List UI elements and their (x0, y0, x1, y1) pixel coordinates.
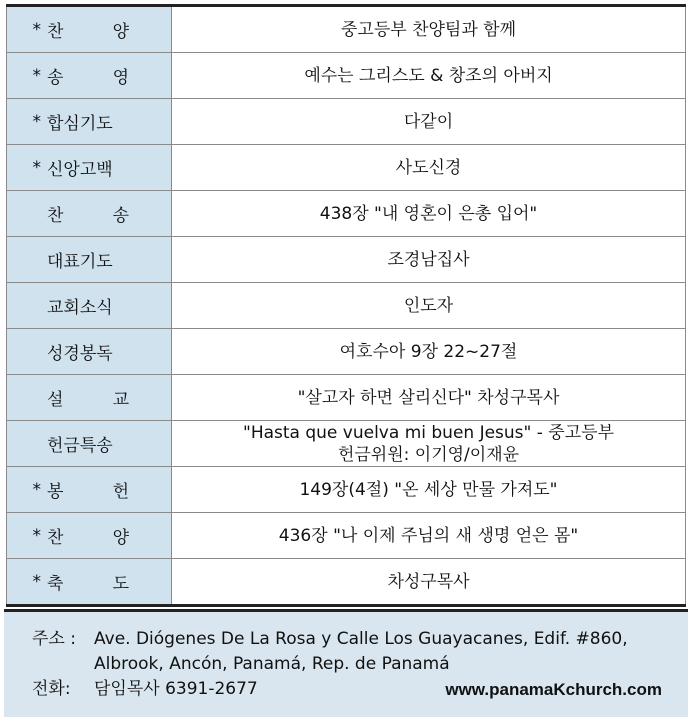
order-label-cell (7, 53, 172, 99)
order-label-cell (7, 99, 172, 145)
order-label-wrap (7, 513, 171, 558)
order-label-char: 찬 (47, 528, 64, 548)
order-label-wrap (7, 559, 171, 604)
worship-order-table (6, 4, 686, 607)
order-label-wrap (7, 53, 171, 98)
order-label-wrap (7, 145, 171, 190)
order-content-line: 차성구목사 (387, 571, 470, 592)
order-label (47, 569, 129, 594)
order-row (7, 283, 686, 329)
order-label: 헌금특송 (47, 436, 113, 456)
order-content-cell (172, 6, 686, 53)
order-content-cell (172, 283, 686, 329)
order-label-cell (7, 283, 172, 329)
order-content-cell (172, 513, 686, 559)
order-content-line: 여호수아 9장 22~27절 (339, 341, 518, 362)
order-label: 합심기도 (47, 114, 113, 134)
order-content-line: 149장(4절) "온 세상 만물 가져도" (299, 479, 558, 500)
phone-value: 담임목사 6391-2677 (94, 679, 258, 699)
order-label (47, 477, 129, 502)
order-label-char: 양 (112, 22, 129, 42)
order-label-cell (7, 145, 172, 191)
order-label-wrap (7, 7, 171, 52)
order-row (7, 53, 686, 99)
order-label-char: 송 (47, 68, 64, 88)
address-line-1: Ave. Diógenes De La Rosa y Calle Los Guayacanes, Edif. #860, (94, 629, 628, 649)
order-label-char: 영 (112, 68, 129, 88)
order-content-cell (172, 467, 686, 513)
worship-order-body (7, 6, 686, 606)
standing-marker: * (32, 65, 41, 86)
order-content-cell (172, 421, 686, 467)
standing-marker: * (32, 525, 41, 546)
order-row (7, 421, 686, 467)
order-row (7, 145, 686, 191)
standing-marker: * (32, 157, 41, 178)
order-content-line: 다같이 (403, 111, 454, 132)
order-label-char: 찬 (47, 206, 64, 226)
standing-marker: * (32, 479, 41, 500)
order-label: 성경봉독 (47, 344, 113, 364)
standing-marker: * (32, 19, 41, 40)
order-label-char: 설 (47, 390, 64, 410)
order-content-cell (172, 559, 686, 606)
order-label-cell (7, 237, 172, 283)
church-info-footer (4, 609, 688, 717)
order-row (7, 559, 686, 606)
order-label-wrap (7, 329, 171, 374)
order-label-wrap (7, 283, 171, 328)
contact-row (32, 677, 662, 702)
order-label-char: 봉 (47, 482, 64, 502)
phone-group (32, 677, 258, 702)
order-label-char: 교 (112, 390, 129, 410)
order-label (47, 201, 129, 226)
order-label: 신앙고백 (47, 160, 113, 180)
order-content-line: "Hasta que vuelva mi buen Jesus" - 중고등부 (243, 422, 614, 443)
order-content-cell (172, 99, 686, 145)
address-line-2: Albrook, Ancón, Panamá, Rep. de Panamá (94, 654, 450, 674)
order-content-line: "살고자 하면 살리신다" 차성구목사 (297, 387, 560, 408)
order-label-cell (7, 513, 172, 559)
order-label-cell (7, 467, 172, 513)
order-label-char: 송 (112, 206, 129, 226)
order-content-line: 조경남집사 (387, 249, 470, 270)
order-content-cell (172, 145, 686, 191)
order-label-char: 축 (47, 574, 64, 594)
order-content-cell (172, 237, 686, 283)
order-content-cell (172, 375, 686, 421)
order-label-wrap (7, 237, 171, 282)
order-label-cell (7, 375, 172, 421)
order-label (47, 63, 129, 88)
order-label-wrap (7, 99, 171, 144)
order-label-cell (7, 421, 172, 467)
address-row-2 (32, 652, 662, 677)
order-row (7, 99, 686, 145)
order-content-line: 436장 "나 이제 주님의 새 생명 얻은 몸" (278, 525, 579, 546)
order-label-char: 헌 (112, 482, 129, 502)
order-label-cell (7, 559, 172, 606)
order-content-line: 438장 "내 영혼이 은총 입어" (319, 203, 538, 224)
order-content-line: 사도신경 (395, 157, 462, 178)
order-label: 대표기도 (47, 252, 113, 272)
order-label-char: 양 (112, 528, 129, 548)
order-content-line: 인도자 (403, 295, 454, 316)
address-row (32, 627, 662, 652)
standing-marker: * (32, 571, 41, 592)
standing-marker: * (32, 111, 41, 132)
order-label-wrap (7, 191, 171, 236)
order-row (7, 6, 686, 53)
website-link[interactable]: www.panamaKchurch.com (445, 680, 662, 699)
order-row (7, 467, 686, 513)
order-label: 교회소식 (47, 298, 113, 318)
order-row (7, 513, 686, 559)
order-content-cell (172, 329, 686, 375)
order-row (7, 191, 686, 237)
phone-label: 전화: (32, 679, 71, 699)
order-content-line: 헌금위원: 이기영/이재윤 (337, 444, 520, 465)
order-content-cell (172, 53, 686, 99)
order-label (47, 385, 129, 410)
order-row (7, 237, 686, 283)
order-label-wrap (7, 375, 171, 420)
order-row (7, 375, 686, 421)
order-label-wrap (7, 467, 171, 512)
address-indent (32, 652, 94, 677)
order-label-wrap (7, 421, 171, 466)
order-label (47, 523, 129, 548)
address-label: 주소 : (32, 629, 76, 649)
order-content-line: 예수는 그리스도 & 창조의 아버지 (304, 65, 553, 86)
order-content-cell (172, 191, 686, 237)
order-label-cell (7, 191, 172, 237)
order-label-cell (7, 329, 172, 375)
order-label-char: 도 (112, 574, 129, 594)
order-label-cell (7, 6, 172, 53)
order-row (7, 329, 686, 375)
order-content-line: 중고등부 찬양팀과 함께 (340, 19, 517, 40)
order-label (47, 17, 129, 42)
order-label-char: 찬 (47, 22, 64, 42)
